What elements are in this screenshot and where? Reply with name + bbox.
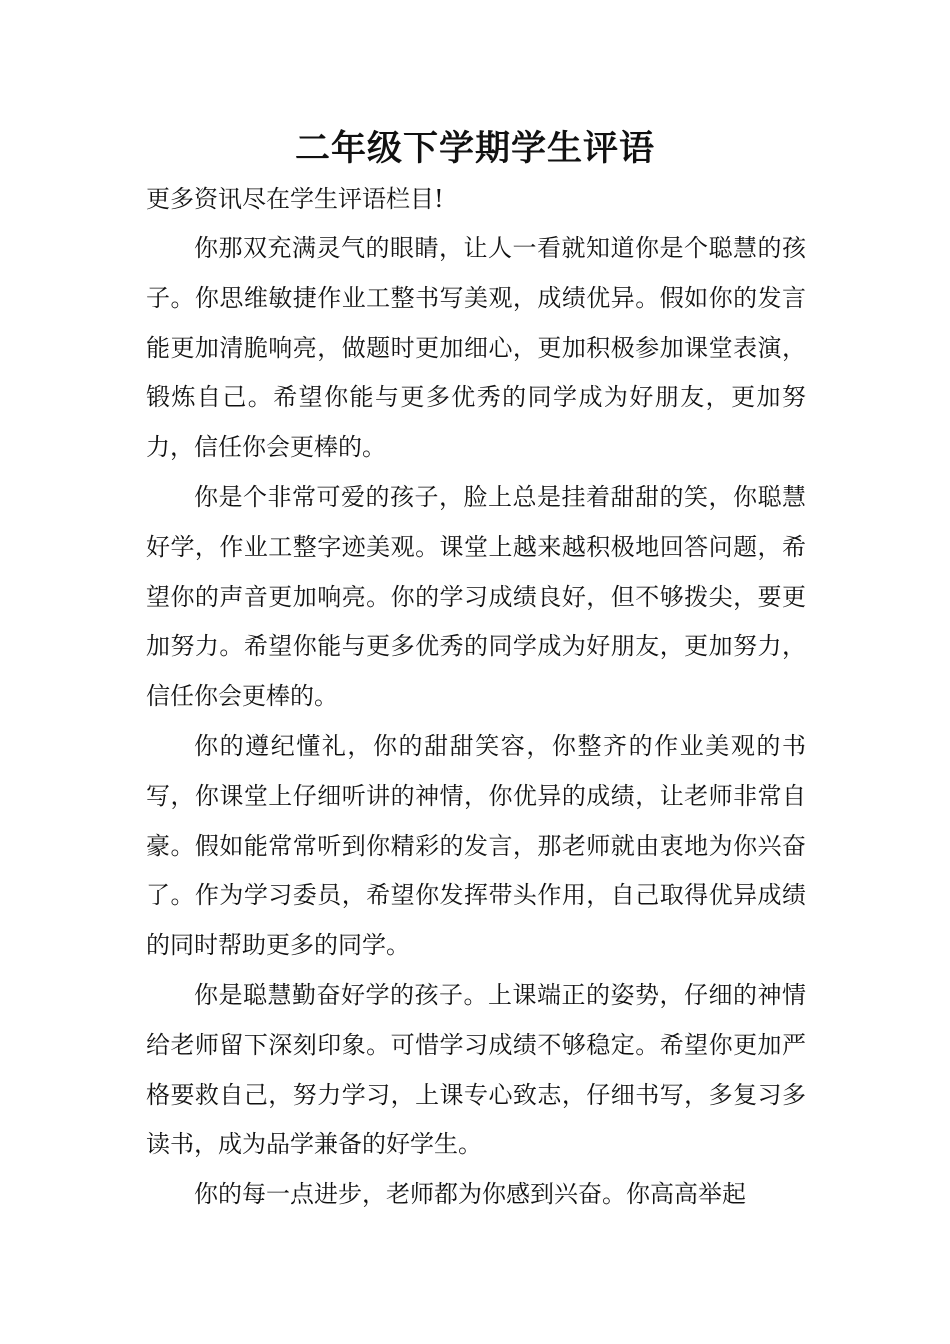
document-title: 二年级下学期学生评语	[294, 129, 655, 169]
comment-paragraph-5: 你的每一点进步，老师都为你感到兴奋。你高高举起	[194, 1180, 746, 1209]
comment-paragraph-2: 你是个非常可爱的孩子，脸上总是挂着甜甜的笑，你聪慧好学，作业工整字迹美观。课堂上越来越积极地回答问题，希望你的声音更加响亮。你的学习成绩良好，但不够拨尖，要更加努力。希望你能与更多优秀的同学成为好朋友，更加努力，信任你会更棒的。	[146, 482, 806, 711]
comment-paragraph-1: 你那双充满灵气的眼睛，让人一看就知道你是个聪慧的孩子。你思维敏捷作业工整书写美观，成绩优异。假如你的发言能更加清脆响亮，做题时更加细心，更加积极参加课堂表演，锻炼自己。希望你能与更多优秀的同学成为好朋友，更加努力，信任你会更棒的。	[146, 234, 806, 462]
intro-line: 更多资讯尽在学生评语栏目!	[146, 185, 444, 213]
comment-paragraph-4: 你是聪慧勤奋好学的孩子。上课端正的姿势，仔细的神情给老师留下深刻印象。可惜学习成绩不够稳定。希望你更加严格要救自己，努力学习，上课专心致志，仔细书写，多复习多读书，成为品学兼备的好学生。	[146, 980, 806, 1159]
document-body	[146, 224, 806, 1220]
comment-paragraph-3: 你的遵纪懂礼，你的甜甜笑容，你整齐的作业美观的书写，你课堂上仔细听讲的神情，你优异的成绩，让老师非常自豪。假如能常常听到你精彩的发言，那老师就由衷地为你兴奋了。作为学习委员，希望你发挥带头作用，自己取得优异成绩的同时帮助更多的同学。	[146, 731, 806, 960]
